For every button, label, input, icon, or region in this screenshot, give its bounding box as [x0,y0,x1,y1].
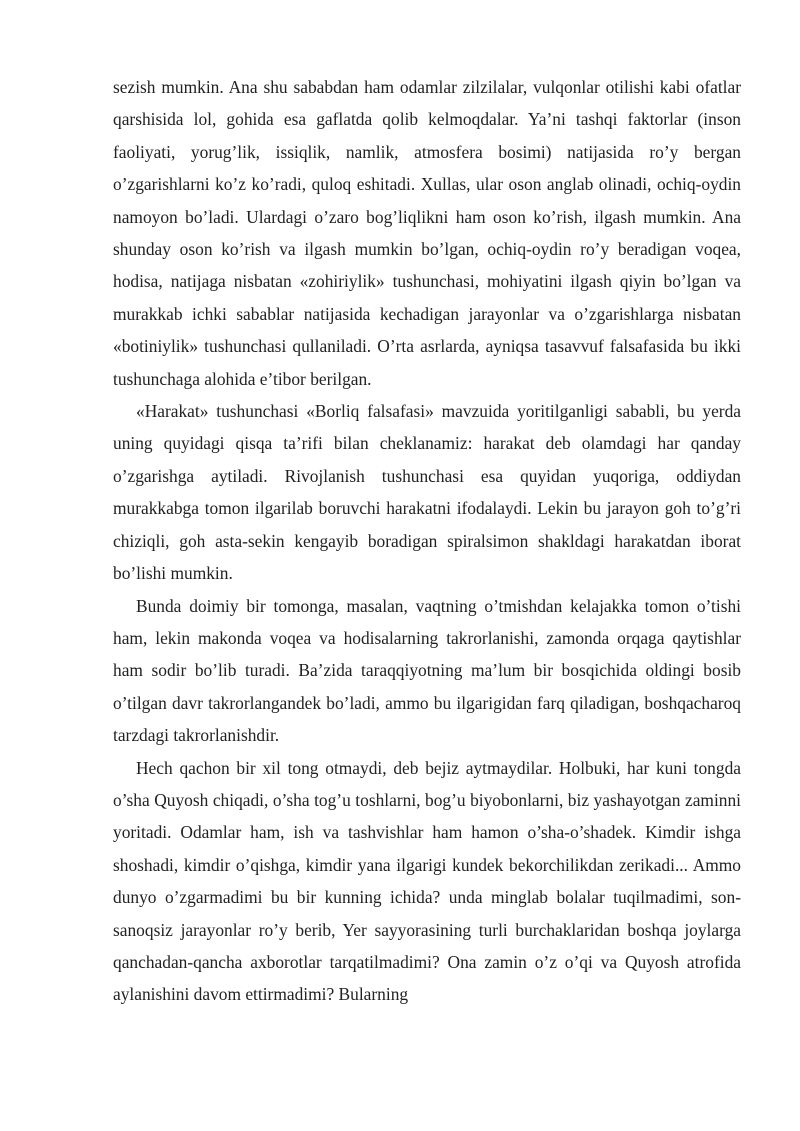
paragraph-bunda: Bunda doimiy bir tomonga, masalan, vaqtning o’tmishdan kelajakka tomon o’tishi ham, lekin makonda voqea va hodisalarning takrorlanishi, zamonda orqaga qaytishlar ham sodir bo’lib turadi. Ba’zida taraqqiyotning ma’lum bir bosqichida oldingi bosib o’tilgan davr takrorlangandek bo’ladi, ammo bu ilgarigidan farq qiladigan, boshqacharoq tarzdagi takrorlanishdir. [113,595,741,746]
paragraph-harakat: «Harakat» tushunchasi «Borliq falsafasi» mavzuida yoritilganligi sababli, bu yerda uning quyidagi qisqa ta’rifi bilan cheklanamiz: harakat deb olamdagi har qanday o’zgarishga aytiladi. Rivojlanish tushunchasi esa quyidan yuqoriga, oddiydan murakkabga tomon ilgarilab boruvchi harakatni ifodalaydi. Lekin bu jarayon goh to’g’ri chiziqli, goh asta-sekin kengayib boradigan spiralsimon shakldagi harakatdan iborat bo’lishi mumkin. [113,401,741,584]
paragraph-hech-qachon: Hech qachon bir xil tong otmaydi, deb bejiz aytmaydilar. Holbuki, har kuni tongda o’sha Quyosh chiqadi, o’sha tog’u toshlarni, bog’u biyobonlarni, biz yashayotgan zaminni yoritadi. Odamlar ham, ish va tashvishlar ham hamon o’sha-o’shadek. Kimdir ishga shoshadi, kimdir o’qishga, kimdir yana ilgarigi kundek bekorchilikdan zerikadi... Ammo dunyo o’zgarmadimi bu bir kunning ichida? unda minglab bolalar tuqilmadimi, son-sanoqsiz jarayonlar ro’y berib, Yer sayyorasining turli burchaklaridan boshqa joylarga qanchadan-qancha axborotlar tarqatilmadimi? Ona zamin o’z o’qi va Quyosh atrofida aylanishini davom ettirmadimi? Bularning [113,757,741,1005]
paragraph-continued: sezish mumkin. Ana shu sababdan ham odamlar zilzilalar, vulqonlar otilishi kabi ofatlar qarshisida lol, gohida esa gaflatda qolib kelmoqdalar. Ya’ni tashqi faktorlar (inson faoliyati, yorug’lik, issiqlik, namlik, atmosfera bosimi) natijasida ro’y bergan o’zgarishlarni ko’z ko’radi, quloq eshitadi. Xullas, ular oson anglab olinadi, ochiq-oydin namoyon bo’ladi. Ulardagi o’zaro bog’liqlikni ham oson ko’rish, ilgash mumkin. Ana shunday oson ko’rish va ilgash mumkin bo’lgan, ochiq-oydin ro’y beradigan voqea, hodisa, natijaga nisbatan «zohiriylik» tushunchasi, mohiyatini ilgash qiyin bo’lgan va murakkab ichki sabablar natijasida kechadigan jarayonlar va o’zgarishlarga nisbatan «botiniylik» tushunchasi qullaniladi. O’rta asrlarda, ayniqsa tasavvuf falsafasida bu ikki tushunchaga alohida e’tibor berilgan. [113,77,741,389]
body-text [113,71,741,1011]
